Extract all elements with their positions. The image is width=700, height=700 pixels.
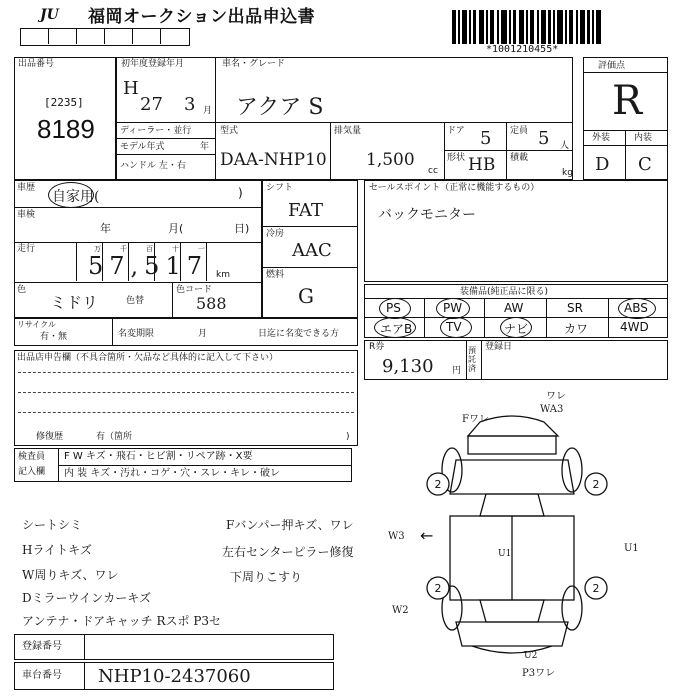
recycle-note: 日迄に名変できる方 bbox=[258, 329, 340, 339]
equip-4wd: 4WD bbox=[620, 320, 649, 334]
digit-header-4: 十 bbox=[172, 245, 179, 253]
capacity-label: 定員 bbox=[510, 126, 529, 136]
lot-number: 8189 bbox=[37, 114, 95, 144]
equip-pw: PW bbox=[443, 301, 463, 315]
capacity-unit: 人 bbox=[560, 141, 570, 151]
equip-ps: PS bbox=[386, 301, 401, 315]
barcode-number: *1001210455* bbox=[486, 44, 559, 55]
dealer-label: ディーラー・並行 bbox=[120, 126, 192, 136]
diagram-front-left: Fワレ bbox=[462, 414, 489, 425]
r-fee-unit: 円 bbox=[452, 366, 462, 376]
r-fee-label: R券 bbox=[369, 342, 385, 352]
chassis-value: NHP10-2437060 bbox=[98, 666, 251, 687]
chassis-label: 車台番号 bbox=[22, 670, 62, 681]
displacement-value: 1,500 bbox=[366, 150, 415, 170]
equip-navi: ナビ bbox=[504, 322, 529, 336]
digit-header-1: 万 bbox=[94, 245, 101, 253]
recycle-period-unit: 月 bbox=[198, 329, 208, 339]
handle-label: ハンドル 左・右 bbox=[120, 161, 186, 171]
registration-box bbox=[14, 634, 334, 660]
fuel-label: 燃料 bbox=[266, 270, 285, 280]
circle-pw bbox=[436, 298, 470, 319]
usage-label: 車歴 bbox=[17, 183, 36, 193]
displacement-unit: cc bbox=[428, 166, 438, 176]
capacity-value: 5 bbox=[538, 128, 550, 149]
equip-aw: AW bbox=[504, 301, 524, 315]
year-month: 3 bbox=[184, 94, 196, 115]
usage-value: 自家用( bbox=[52, 189, 100, 205]
note-1: シートシミ bbox=[22, 518, 83, 532]
diagram-center: U1 bbox=[498, 549, 512, 559]
diagram-bottom2: P3ワレ bbox=[522, 668, 556, 679]
recycle-owner: 有・無 bbox=[40, 332, 68, 342]
repair-label: 修復歴 bbox=[36, 432, 64, 442]
type-label: 型式 bbox=[220, 126, 239, 136]
header-logo bbox=[40, 4, 70, 23]
diagram-left-rear: W2 bbox=[392, 605, 409, 616]
r-fee-value: 9,130 bbox=[382, 356, 434, 377]
type-value: DAA-NHP10 bbox=[220, 150, 327, 170]
interior-label: 内装 bbox=[634, 133, 653, 143]
equip-leather: カワ bbox=[564, 322, 589, 336]
diagram-right-side: U1 bbox=[624, 543, 639, 554]
logo-text: JU bbox=[40, 7, 59, 23]
digit-header-5: 一 bbox=[198, 245, 205, 253]
recycle-label: リサイクル bbox=[17, 320, 56, 329]
inspector-row1: F W キズ・飛石・ヒビ割・リペア跡・X要 bbox=[64, 451, 253, 462]
mileage-label: 走行 bbox=[17, 244, 36, 254]
tire-rl-value: 2 bbox=[434, 582, 442, 595]
equip-abs: ABS bbox=[624, 301, 648, 315]
report-label: 出品店申告欄（不具合箇所・欠品など具体的に記入して下さい） bbox=[17, 353, 279, 363]
recycle-period-label: 名変期限 bbox=[118, 329, 155, 339]
note-right-2: 左右センターピラー修復 bbox=[222, 545, 354, 559]
inspector-row2: 内 装 キズ・汚れ・コゲ・穴・スレ・キレ・破レ bbox=[64, 468, 281, 479]
note-2: Hライトキズ bbox=[22, 543, 92, 557]
color-change-label: 色替 bbox=[126, 296, 145, 306]
circle-airbag bbox=[374, 317, 416, 338]
sales-point-value: バックモニター bbox=[378, 207, 476, 223]
registration-label: 登録番号 bbox=[22, 641, 62, 652]
inspection-month: 月( bbox=[168, 222, 184, 235]
aircon-label: 冷房 bbox=[266, 229, 285, 239]
equipment-label: 装備品(純正品に限る) bbox=[460, 287, 549, 297]
color-code-label: 色コード bbox=[176, 285, 213, 295]
inspection-day: 日) bbox=[234, 222, 250, 235]
car-diagram bbox=[412, 410, 612, 660]
displacement-label: 排気量 bbox=[334, 126, 362, 136]
aircon-value: AAC bbox=[292, 240, 332, 261]
drive-label: 積載 bbox=[510, 153, 529, 163]
tire-fl-value: 2 bbox=[434, 478, 442, 491]
exterior-label: 外装 bbox=[592, 133, 611, 143]
grade-value: R bbox=[612, 78, 643, 124]
shift-label: シフト bbox=[266, 183, 294, 193]
digit-header-3: 百 bbox=[146, 245, 153, 253]
fuel-value: G bbox=[298, 284, 314, 308]
circle-navi bbox=[500, 317, 532, 338]
report-box bbox=[14, 350, 358, 446]
tire-fr-value: 2 bbox=[592, 478, 600, 491]
left-arrow: ← bbox=[420, 526, 434, 545]
mileage-unit: km bbox=[216, 270, 230, 280]
usage-circle bbox=[48, 182, 94, 208]
reg-date-label: 登録日 bbox=[485, 342, 513, 352]
note-4: Dミラーウインカーキズ bbox=[22, 591, 152, 605]
note-right-1: Fバンパー押キズ、ワレ bbox=[226, 518, 354, 532]
diagram-left-side: W3 bbox=[388, 531, 405, 542]
color-value: ミドリ bbox=[50, 293, 99, 312]
diagram-bottom: U2 bbox=[524, 651, 538, 661]
mileage-value: 57,517 bbox=[88, 252, 208, 280]
year-value: 27 bbox=[140, 94, 163, 115]
color-code-value: 588 bbox=[196, 294, 227, 313]
exterior-value: D bbox=[595, 154, 610, 175]
equip-sr: SR bbox=[567, 301, 583, 315]
drive-unit: kg bbox=[562, 168, 573, 178]
note-right-3: 下周りこすり bbox=[230, 570, 303, 584]
circle-tv bbox=[440, 317, 472, 338]
note-5: アンテナ・ドアキャッチ Rスポ P3セ bbox=[22, 614, 222, 628]
model-year-unit: 年 bbox=[200, 142, 210, 152]
digit-header-2: 千 bbox=[120, 245, 127, 253]
color-label: 色 bbox=[17, 285, 27, 295]
grade-label: 評価点 bbox=[598, 61, 626, 71]
shift-value: FAT bbox=[288, 200, 323, 221]
diagram-top-note: ワレ bbox=[546, 391, 566, 402]
repair-value: 有（箇所 bbox=[96, 432, 133, 442]
sales-point-box bbox=[364, 180, 668, 282]
shape-label: 形状 bbox=[447, 153, 466, 163]
top-check-row bbox=[20, 28, 190, 46]
model-label: 車名・グレード bbox=[222, 59, 286, 69]
r-fee-note: 預託済 bbox=[468, 346, 476, 373]
usage-close: ) bbox=[238, 186, 243, 200]
note-3: W周りキズ、ワレ bbox=[22, 568, 119, 582]
model-year-label: モデル年式 bbox=[120, 142, 165, 152]
lot-label: 出品番号 bbox=[18, 59, 55, 69]
inspector-label: 検査員 bbox=[18, 452, 46, 462]
inspection-label: 車検 bbox=[17, 210, 36, 220]
model-value: アクア S bbox=[236, 95, 324, 120]
inspector-entry-label: 記入欄 bbox=[18, 467, 46, 477]
interior-value: C bbox=[638, 154, 652, 175]
equip-tv: TV bbox=[446, 320, 462, 334]
equip-airbag: エアB bbox=[380, 322, 413, 336]
month-unit: 月 bbox=[203, 106, 213, 116]
lot-sub-number: [2235] bbox=[44, 96, 84, 109]
circle-ps bbox=[379, 298, 411, 319]
doors-label: ドア bbox=[447, 126, 465, 136]
tire-rr-value: 2 bbox=[592, 582, 600, 595]
circle-abs bbox=[618, 298, 656, 319]
barcode bbox=[452, 10, 602, 44]
form-title: 福岡オークション出品申込書 bbox=[88, 7, 316, 27]
sales-point-label: セールスポイント（正常に機能するもの） bbox=[369, 183, 540, 193]
doors-value: 5 bbox=[480, 128, 492, 149]
shape-value: HB bbox=[468, 155, 496, 175]
repair-close: ) bbox=[346, 432, 350, 442]
diagram-front-right: WA3 bbox=[540, 404, 564, 415]
year-label: 初年度登録年月 bbox=[121, 59, 185, 69]
inspection-year: 年 bbox=[100, 222, 111, 235]
year-era: H bbox=[123, 78, 139, 99]
